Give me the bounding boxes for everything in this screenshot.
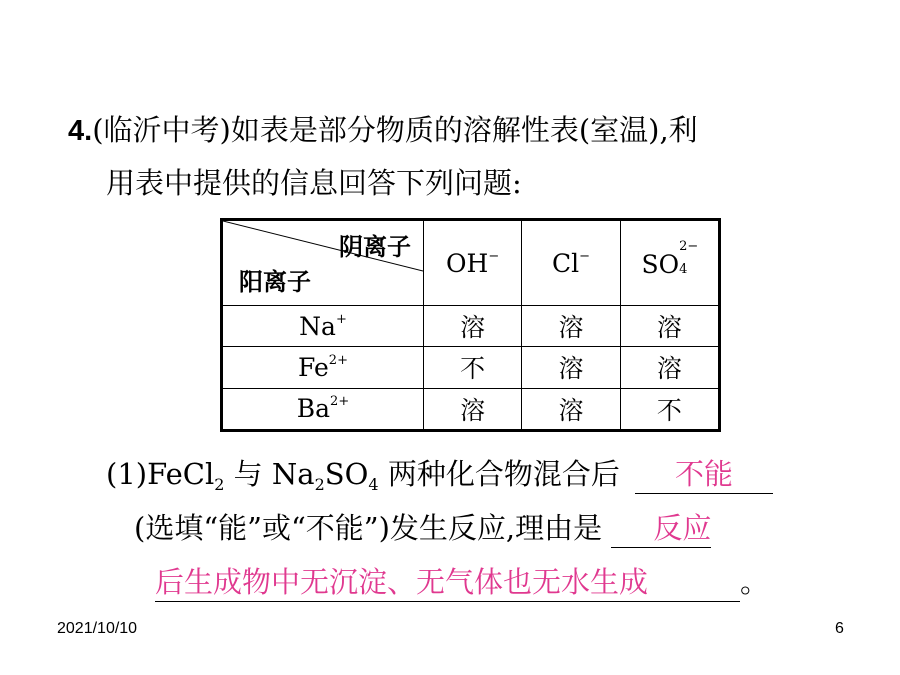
formula-fecl2: FeCl$_2$ <box>147 457 225 494</box>
sub-question-text: 两种化合物混合后 <box>387 457 620 491</box>
question-line-2 <box>106 161 522 202</box>
formula-na2so4: $Na_2SO_4$ <box>271 457 379 494</box>
question-number: 4. <box>68 115 93 147</box>
sub-question-line-2 <box>134 506 711 548</box>
answer-text-2a: 反应 <box>653 511 712 545</box>
cation-label: 阳离子 <box>239 268 311 296</box>
table-cell: 溶 <box>620 306 718 347</box>
question-line-1 <box>68 108 698 149</box>
table-cell: 溶 <box>424 388 522 429</box>
answer-text-2b: 后生成物中无沉淀、无气体也无水生成 <box>155 565 649 599</box>
sub-question-text-2: (选填“能”或“不能”)发生反应,理由是 <box>134 511 603 545</box>
table-row <box>223 388 719 429</box>
row-header-fe: $Fe^{2+}$ <box>223 347 424 388</box>
answer-text-1: 不能 <box>675 457 734 491</box>
question-intro-text-2: 用表中提供的信息回答下列问题: <box>106 166 522 200</box>
table-header-row <box>223 221 719 306</box>
answer-blank-2b <box>155 560 740 602</box>
connector-text: 与 <box>233 457 263 491</box>
table-corner-cell <box>223 221 424 306</box>
row-header-ba: $Ba^{2+}$ <box>223 388 424 429</box>
column-header-cl: Cl− <box>522 221 620 306</box>
question-intro-text: (临沂中考)如表是部分物质的溶解性表(室温),利 <box>92 113 698 147</box>
column-header-so4: SO 2− 4 <box>620 221 718 306</box>
solubility-table <box>220 218 721 432</box>
sub-question-line-3 <box>155 560 769 602</box>
column-header-oh: OH− <box>424 221 522 306</box>
answer-blank-1 <box>635 452 773 494</box>
answer-blank-2a <box>611 506 711 548</box>
row-header-na: Na+ <box>223 306 424 347</box>
sub-question-line-1 <box>106 452 773 494</box>
table-cell: 溶 <box>424 306 522 347</box>
table-cell: 溶 <box>620 347 718 388</box>
table-cell: 溶 <box>522 306 620 347</box>
table-row <box>223 306 719 347</box>
footer-date: 2021/10/10 <box>57 620 138 637</box>
end-mark: 。 <box>740 565 770 599</box>
sub-question-label: (1) <box>106 457 148 491</box>
table-cell: 不 <box>424 347 522 388</box>
table-cell: 溶 <box>522 388 620 429</box>
anion-label: 阴离子 <box>339 233 411 261</box>
table-row <box>223 347 719 388</box>
table-cell: 溶 <box>522 347 620 388</box>
footer-page-number: 6 <box>835 620 844 637</box>
table-cell: 不 <box>620 388 718 429</box>
